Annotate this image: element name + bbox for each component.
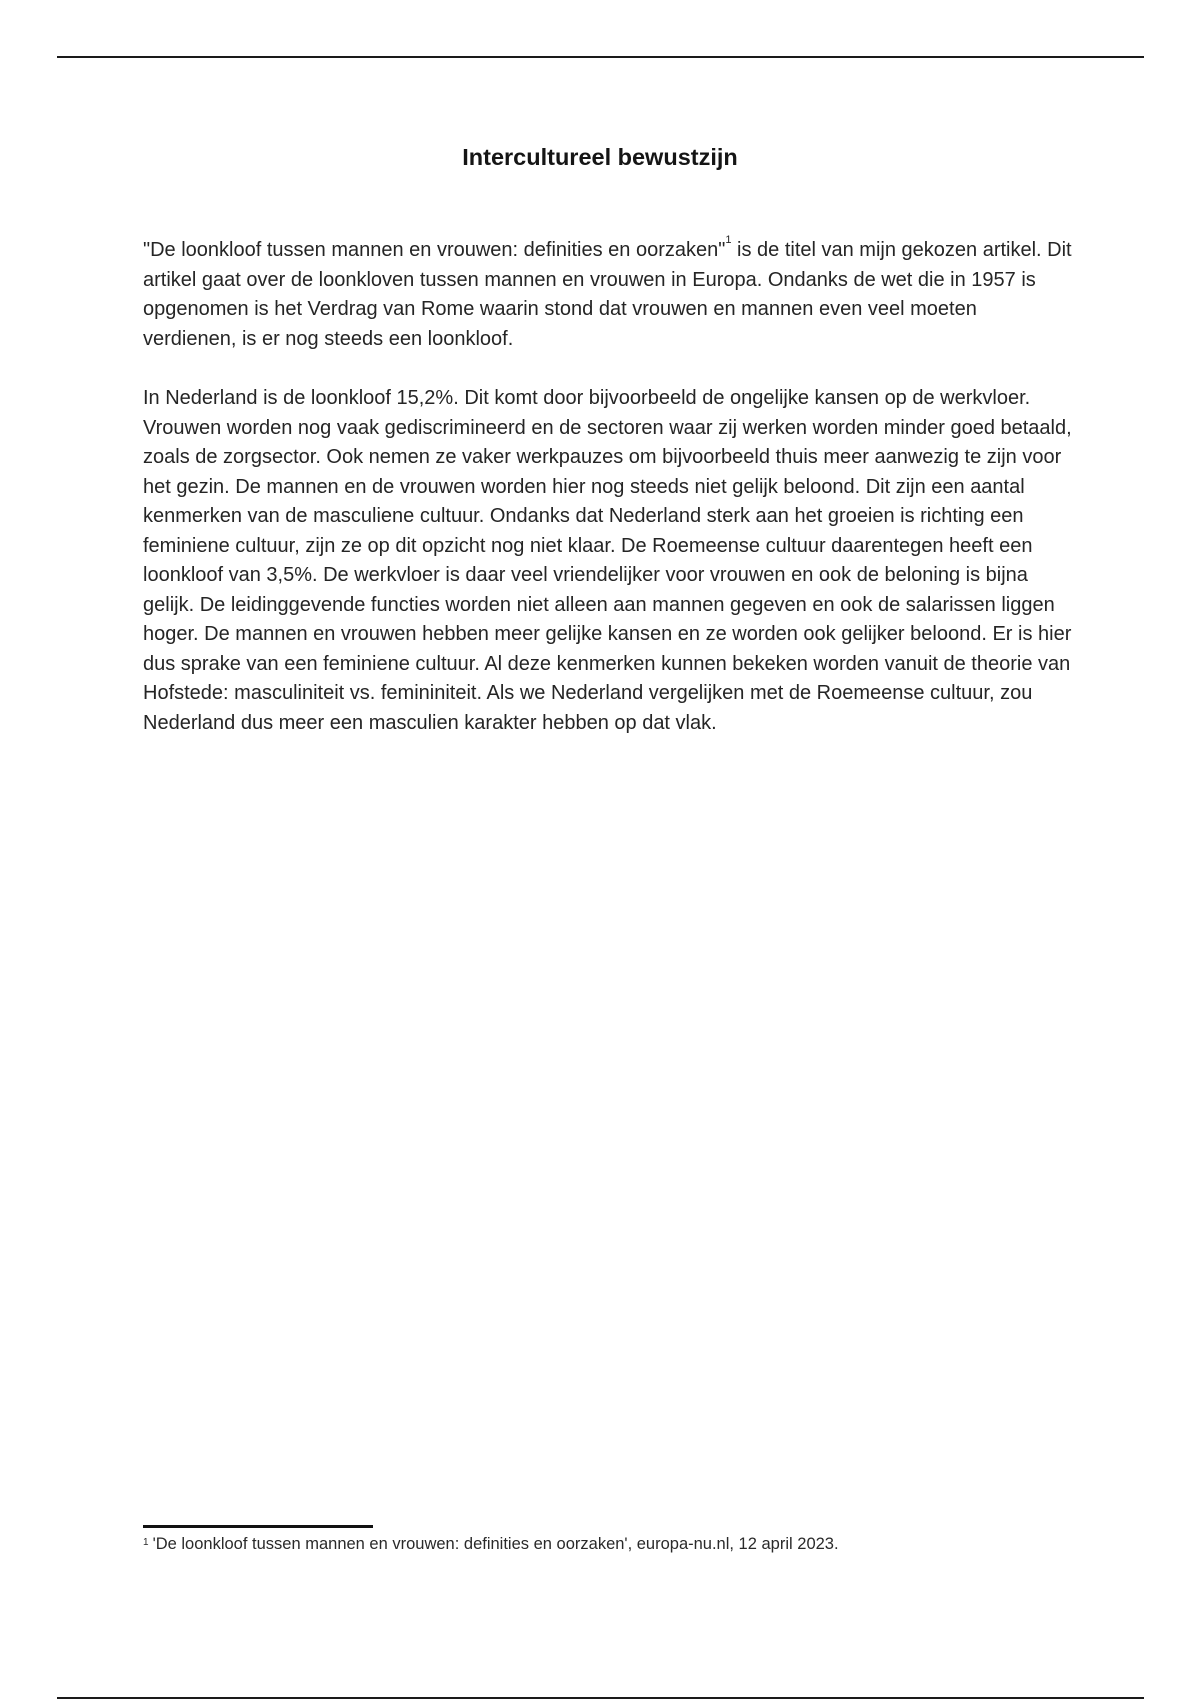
document-title: Intercultureel bewustzijn xyxy=(462,144,738,170)
footnote-separator xyxy=(143,1525,373,1528)
footnote xyxy=(143,1533,1093,1555)
paragraph-1 xyxy=(143,236,1073,354)
paragraph-1-text: is de titel van mijn gekozen artikel. Dit artikel gaat over de loonkloven tussen mannen en vrouwen in Europa. Ondanks de wet die in 1957 is opgenomen is het Verdrag van Rome waarin stond dat vrouwen en mannen even veel moeten verdienen, is er nog steeds een loonkloof. xyxy=(143,239,1072,350)
page-top-rule xyxy=(57,56,1144,58)
page-bottom-rule xyxy=(57,1697,1144,1699)
footnote-reference[interactable]: 1 xyxy=(725,234,732,246)
footnote-text: 'De loonkloof tussen mannen en vrouwen: definities en oorzaken', europa-nu.nl, 12 april 2023. xyxy=(152,1535,839,1553)
paragraph-1-article-title: "De loonkloof tussen mannen en vrouwen: definities en oorzaken" xyxy=(143,239,726,261)
document-body xyxy=(143,236,1073,768)
footnote-number: 1 xyxy=(143,1537,149,1548)
paragraph-2: In Nederland is de loonkloof 15,2%. Dit komt door bijvoorbeeld de ongelijke kansen op de werkvloer. Vrouwen worden nog vaak gediscrimineerd en de sectoren waar zij werken worden minder goed betaald, zoals de zorgsector. Ook nemen ze vaker werkpauzes om bijvoorbeeld thuis meer aanwezig te zijn voor het gezin. De mannen en de vrouwen worden hier nog steeds niet gelijk beloond. Dit zijn een aantal kenmerken van de masculiene cultuur. Ondanks dat Nederland sterk aan het groeien is richting een feminiene cultuur, zijn ze op dit opzicht nog niet klaar. De Roemeense cultuur daarentegen heeft een loonkloof van 3,5%. De werkvloer is daar veel vriendelijker voor vrouwen en ook de beloning is bijna gelijk. De leidinggevende functies worden niet alleen aan mannen gegeven en ook de salarissen liggen hoger. De mannen en vrouwen hebben meer gelijke kansen en ze worden ook gelijker beloond. Er is hier dus sprake van een feminiene cultuur. Al deze kenmerken kunnen bekeken worden vanuit de theorie van Hofstede: masculiniteit vs. femininiteit. Als we Nederland vergelijken met de Roemeense cultuur, zou Nederland dus meer een masculien karakter hebben op dat vlak. xyxy=(143,387,1072,734)
